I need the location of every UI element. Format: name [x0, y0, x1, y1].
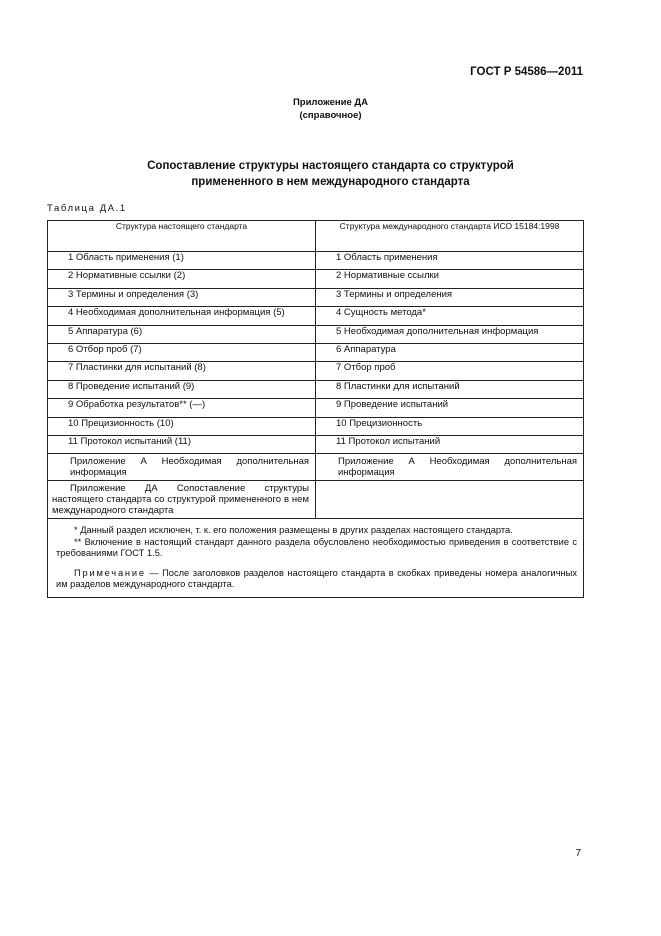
table-cell-right — [316, 481, 584, 519]
table-cell-right: 3 Термины и определения — [316, 288, 584, 306]
note-label: Примечание — [74, 567, 146, 578]
table-row — [48, 454, 584, 481]
table-row — [48, 270, 584, 288]
table-cell-left: 8 Проведение испытаний (9) — [48, 380, 316, 398]
table-cell-left: 3 Термины и определения (3) — [48, 288, 316, 306]
table-cell-right: 4 Сущность метода* — [316, 307, 584, 325]
table-cell-left: 6 Отбор проб (7) — [48, 343, 316, 361]
appendix-title: Приложение ДА — [292, 97, 369, 108]
table-row — [48, 380, 584, 398]
title-line-2: примененного в нем международного стандарта — [191, 176, 470, 188]
table-cell-right: 10 Прецизионность — [316, 417, 584, 435]
table-label: Таблица ДА.1 — [47, 203, 127, 214]
table-row — [48, 417, 584, 435]
table-row — [48, 435, 584, 453]
table-cell-right: 6 Аппаратура — [316, 343, 584, 361]
table-row — [48, 481, 584, 519]
table-cell-right: 1 Область применения — [316, 252, 584, 270]
column-header-left: Структура настоящего стандарта — [48, 221, 316, 252]
table-cell-left: Приложение ДА Сопоставление структуры настоящего стандарта со структурой примененного в нем международного стандарта — [48, 481, 316, 519]
table-notes — [48, 519, 584, 598]
footnote-1: * Данный раздел исключен, т. к. его положения размещены в других разделах настоящего стандарта. — [74, 525, 513, 536]
table-cell-right: 11 Протокол испытаний — [316, 435, 584, 453]
table-cell-left: 2 Нормативные ссылки (2) — [48, 270, 316, 288]
table-note — [56, 568, 577, 591]
table-row — [48, 362, 584, 380]
table-row — [48, 252, 584, 270]
table-row — [48, 343, 584, 361]
title-line-1: Сопоставление структуры настоящего стандарта со структурой — [147, 160, 514, 172]
table-cell-right: 2 Нормативные ссылки — [316, 270, 584, 288]
table-cell-left: Приложение А Необходимая дополнительная информация — [48, 454, 316, 481]
table-cell-left: 11 Протокол испытаний (11) — [48, 435, 316, 453]
footnote-2: ** Включение в настоящий стандарт данного раздела обусловлено необходимостью приведения в соответствие с требованиями ГОСТ 1.5. — [56, 536, 577, 559]
table-cell-left: 4 Необходимая дополнительная информация (5) — [48, 307, 316, 325]
appendix-heading — [0, 96, 661, 122]
page-number: 7 — [575, 848, 581, 859]
table-notes-row — [48, 519, 584, 598]
table-cell-left: 1 Область применения (1) — [48, 252, 316, 270]
table-cell-right: 8 Пластинки для испытаний — [316, 380, 584, 398]
table-cell-right: 9 Проведение испытаний — [316, 399, 584, 417]
column-header-right: Структура международного стандарта ИСО 15184:1998 — [316, 221, 584, 252]
table-cell-left: 7 Пластинки для испытаний (8) — [48, 362, 316, 380]
table-cell-right: 7 Отбор проб — [316, 362, 584, 380]
standard-number: ГОСТ Р 54586—2011 — [470, 66, 583, 78]
table-row — [48, 325, 584, 343]
table-cell-left: 5 Аппаратура (6) — [48, 325, 316, 343]
table-cell-left: 9 Обработка результатов** (—) — [48, 399, 316, 417]
document-title — [0, 158, 661, 190]
structure-comparison-table — [47, 220, 584, 598]
table-cell-right: 5 Необходимая дополнительная информация — [316, 325, 584, 343]
table-cell-right: Приложение А Необходимая дополнительная информация — [316, 454, 584, 481]
table-row — [48, 399, 584, 417]
table-header-row — [48, 221, 584, 252]
note-text: — После заголовков разделов настоящего стандарта в скобках приведены номера аналогичных им разделов международного стандарта. — [56, 567, 577, 590]
table-row — [48, 307, 584, 325]
appendix-type: (справочное) — [299, 110, 362, 121]
table-cell-left: 10 Прецизионность (10) — [48, 417, 316, 435]
table-row — [48, 288, 584, 306]
